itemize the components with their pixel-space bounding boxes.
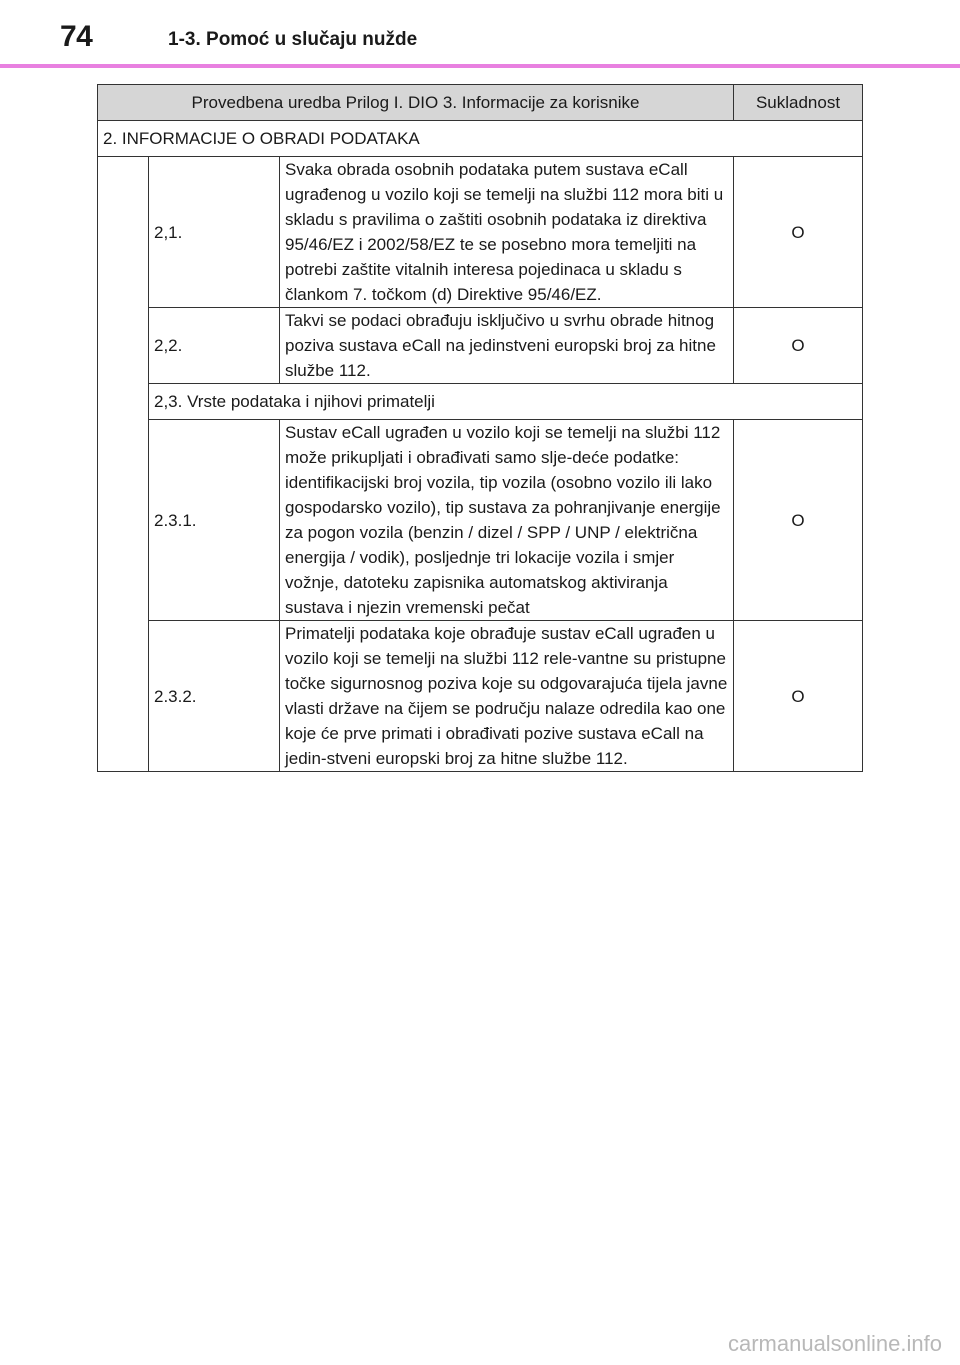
row-number: 2.3.2. — [149, 621, 280, 772]
row-text: Takvi se podaci obrađuju isključivo u svrhu obrade hitnog poziva sustava eCall na jedinstveni europski broj za hitne službe 112. — [280, 308, 734, 384]
indent-cell — [98, 157, 149, 772]
row-compliance: O — [734, 420, 863, 621]
subsection-row — [98, 384, 863, 420]
section-row — [98, 121, 863, 157]
row-number: 2,2. — [149, 308, 280, 384]
page-header — [0, 0, 960, 68]
regulation-table — [97, 84, 863, 772]
table-row — [98, 420, 863, 621]
row-text: Svaka obrada osobnih podataka putem sustava eCall ugrađenog u vozilo koji se temelji na službi 112 mora biti u skladu s pravilima o zaštiti osobnih podataka iz direktiva 95/46/EZ i 2002/58/EZ te se posebno mora temeljiti na potrebi zaštite vitalnih interesa pojedinaca u skladu s člankom 7. točkom (d) Direktive 95/46/EZ. — [280, 157, 734, 308]
page-number: 74 — [60, 20, 93, 53]
subsection-row-label: 2,3. Vrste podataka i njihovi primatelji — [149, 384, 863, 420]
table-row — [98, 308, 863, 384]
table-row — [98, 157, 863, 308]
section-title: 1-3. Pomoć u slučaju nužde — [168, 29, 418, 50]
row-number: 2,1. — [149, 157, 280, 308]
row-compliance: O — [734, 308, 863, 384]
row-text: Sustav eCall ugrađen u vozilo koji se temelji na službi 112 može prikupljati i obrađivati samo slje-deće podatke: identifikacijski broj vozila, tip vozila (osobno vozilo ili lako gospodarsko vozilo), tip sustava za pohranjivanje energije za pogon vozila (benzin / dizel / SPP / UNP / električna energija / vodik), posljednje tri lokacije vozila i smjer vožnje, datoteku zapisnika automatskog aktiviranja sustava i njezin vremenski pečat — [280, 420, 734, 621]
col-header-compliance: Sukladnost — [734, 85, 863, 121]
row-compliance: O — [734, 621, 863, 772]
watermark: carmanualsonline.info — [727, 1331, 942, 1356]
row-number: 2.3.1. — [149, 420, 280, 621]
header-rule — [0, 64, 960, 68]
table-header-row — [98, 85, 863, 121]
section-row-label: 2. INFORMACIJE O OBRADI PODATAKA — [98, 121, 863, 157]
col-header-regulation: Provedbena uredba Prilog I. DIO 3. Informacije za korisnike — [98, 85, 734, 121]
row-text: Primatelji podataka koje obrađuje sustav eCall ugrađen u vozilo koji se temelji na službi 112 rele-vantne su pristupne točke sigurnosnog poziva koje su odgovarajuća tijela javne vlasti države na čijem se području nalaze odredila kao one koje će prve primati i obrađivati pozive sustava eCall na jedin-stveni europski broj za hitne službe 112. — [280, 621, 734, 772]
table-row — [98, 621, 863, 772]
row-compliance: O — [734, 157, 863, 308]
